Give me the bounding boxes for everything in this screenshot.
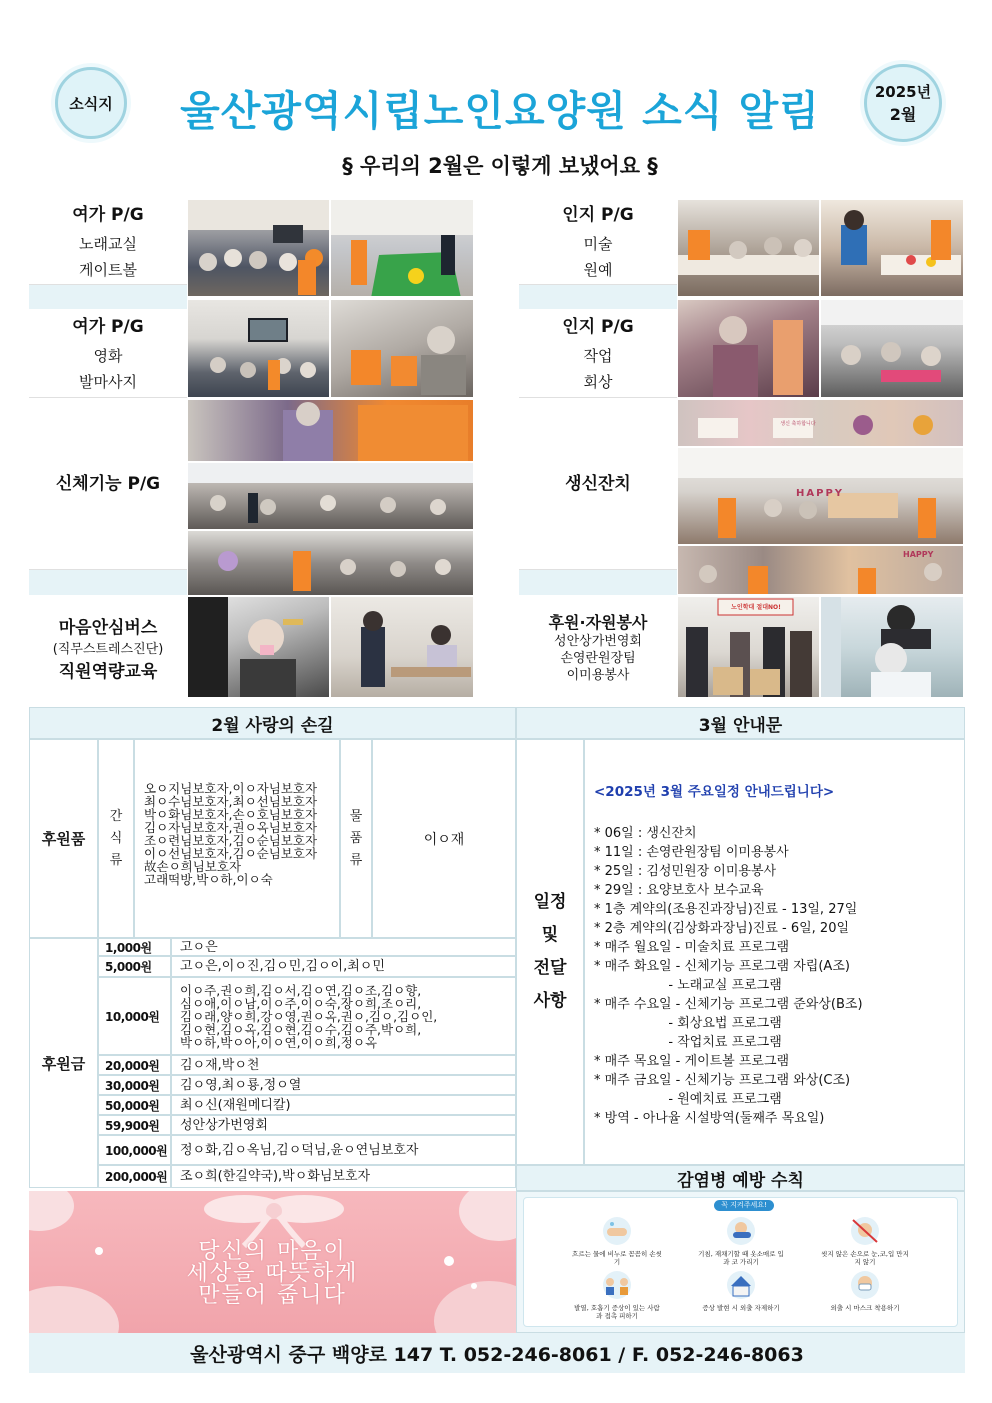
schedule-item: * 방역 - 아나율 시설방역(둘째주 목요일) <box>594 1111 825 1126</box>
snack-donor: 故손ㅇ희님보호자 <box>144 859 242 874</box>
money-amount: 100,000원 <box>98 1135 171 1165</box>
photo-stress-check <box>187 596 330 698</box>
mask-icon <box>845 1270 885 1300</box>
photo-happy-banner-2: HAPPY <box>903 550 934 559</box>
photo-donation-art <box>678 597 820 698</box>
program-strip <box>29 285 187 309</box>
avoid-contact-icon <box>597 1270 637 1300</box>
newsletter-badge <box>55 67 127 139</box>
program-strip <box>519 285 677 309</box>
banner-line: 만들어 줍니다 <box>198 1283 347 1308</box>
money-donors: 고ㅇ은 <box>171 938 516 956</box>
program-heading: 생신잔치 <box>565 473 631 494</box>
photo-physical-2 <box>187 462 474 530</box>
schedule-item: * 25일 : 김성민원장 이미용봉사 <box>594 864 777 879</box>
item-label-char: 류 <box>349 852 363 868</box>
photo-birthday-cake-text: 생신 축하합니다 <box>780 421 816 427</box>
schedule-item: * 매주 화요일 - 신체기능 프로그램 자립(A조) <box>594 959 850 974</box>
infection-poster <box>516 1191 965 1333</box>
program-label-physical <box>29 399 187 570</box>
newsletter-badge-label: 소식지 <box>69 94 113 113</box>
program-item: 게이트볼 <box>79 261 137 279</box>
cough-cover-icon <box>721 1216 761 1246</box>
volunteer-item: 이미용봉사 <box>566 668 630 683</box>
program-item: 원예 <box>583 261 613 279</box>
infection-tip <box>696 1270 786 1312</box>
date-badge-month: 2월 <box>889 105 917 124</box>
photo-gateball-art <box>331 200 474 297</box>
section-subtitle: § 우리의 2월은 이렇게 보냈어요 § <box>342 154 658 178</box>
program-label-cognitive-1 <box>519 199 677 285</box>
infection-tip-text: 씻지 않은 손으로 눈,코,입 만지지 않기 <box>821 1250 909 1266</box>
schedule-item: * 매주 월요일 - 미술치료 프로그램 <box>594 940 790 955</box>
snack-donor: 박ㅇ화님보호자,손ㅇ호님보호자 <box>144 807 318 822</box>
snack-donor: 조ㅇ련님보호자,김ㅇ순님보호자 <box>144 833 318 848</box>
banner-line: 세상을 따뜻하게 <box>186 1261 359 1286</box>
snack-donor: 이ㅇ선님보호자,김ㅇ순님보호자 <box>144 846 318 861</box>
schedule-label-word: 및 <box>541 925 559 945</box>
stay-home-icon <box>721 1270 761 1300</box>
schedule-label-word: 일정 <box>533 892 567 912</box>
photo-art-class <box>677 199 820 297</box>
item-donor: 이ㅇ재 <box>423 831 465 848</box>
photo-craft <box>677 299 820 398</box>
page-title: 울산광역시립노인요양원 소식 알림 <box>180 87 820 135</box>
photo-gardening-art <box>821 200 964 297</box>
snack-donor: 고래떡방,박ㅇ하,이ㅇ숙 <box>144 872 273 887</box>
snack-label-cell <box>98 739 134 938</box>
snack-label-char: 간 <box>109 808 123 824</box>
photo-haircut <box>820 596 964 698</box>
donation-table-title: 2월 사랑의 손길 <box>29 707 516 739</box>
schedule-item: * 매주 목요일 - 게이트볼 프로그램 <box>594 1054 790 1069</box>
money-amount: 30,000원 <box>98 1075 171 1095</box>
volunteer-item: 손영란원장팀 <box>560 651 636 666</box>
schedule-item: * 29일 : 요양보호사 보수교육 <box>594 883 764 898</box>
photo-birthday-2 <box>677 447 964 545</box>
march-notice-title: 3월 안내문 <box>516 707 965 739</box>
footer-contact: 울산광역시 중구 백양로 147 T. 052-246-8061 / F. 052-246-8063 <box>29 1333 965 1373</box>
infection-tip-text: 발열, 호흡기 증상이 있는 사람과 접촉 피하기 <box>574 1304 660 1320</box>
no-face-touch-icon <box>845 1216 885 1246</box>
photo-happy-banner-1: HAPPY <box>796 488 845 499</box>
photo-stress-check-art <box>188 597 330 698</box>
infection-tip <box>696 1216 786 1266</box>
money-donors: 김ㅇ재,박ㅇ천 <box>171 1055 516 1075</box>
money-amount: 59,900원 <box>98 1115 171 1135</box>
photo-foot-massage-art <box>331 300 474 398</box>
schedule-item: * 2층 계약의(김상화과장님)진료 - 6일, 20일 <box>594 921 850 936</box>
volunteer-title: 후원·자원봉사 <box>548 613 648 632</box>
photo-physical-3 <box>187 530 474 596</box>
money-amount: 200,000원 <box>98 1165 171 1188</box>
photo-art-class-art <box>678 200 820 297</box>
schedule-content <box>584 739 965 1165</box>
infection-title: 감염병 예방 수칙 <box>516 1165 965 1191</box>
snack-label-char: 식 <box>109 830 123 846</box>
program-label-leisure-2 <box>29 310 187 398</box>
program-heading: 여가 P/G <box>72 205 144 225</box>
item-label-cell <box>340 739 372 938</box>
program-label-birthday <box>519 399 677 570</box>
snack-donor-list <box>134 739 340 938</box>
schedule-item: * 매주 금요일 - 신체기능 프로그램 와상(C조) <box>594 1073 851 1088</box>
schedule-item: * 06일 : 생신잔치 <box>594 826 697 841</box>
photo-movie <box>187 299 330 398</box>
money-donors: 이ㅇ주,권ㅇ희,김ㅇ서,김ㅇ연,김ㅇ조,김ㅇ향, 심ㅇ애,이ㅇ남,이ㅇ주,이ㅇ숙,장ㅇ희,조ㅇ리, 김ㅇ래,양ㅇ희,강ㅇ영,권ㅇ옥,권ㅇ,김ㅇ,김ㅇ인, 김ㅇ현,김ㅇ옥,김ㅇ현,김ㅇ수,김ㅇ주,박ㅇ희, 박ㅇ하,박ㅇ아,이ㅇ연,이ㅇ희,정ㅇ옥 <box>171 977 516 1055</box>
photo-gateball <box>330 199 474 297</box>
donation-goods-label-cell <box>29 739 98 938</box>
date-badge-year: 2025년 <box>874 83 932 101</box>
program-strip <box>519 570 677 595</box>
photo-haircut-art <box>821 597 964 698</box>
photo-physical-1-art <box>188 400 474 462</box>
photo-birthday-1 <box>677 399 964 447</box>
snack-donor: 오ㅇ지님보호자,이ㅇ자님보호자 <box>144 781 318 796</box>
snack-label-char: 류 <box>109 852 123 868</box>
photo-movie-art <box>188 300 330 398</box>
program-item: 미술 <box>583 235 613 253</box>
photo-birthday-3 <box>677 545 964 595</box>
date-badge <box>864 64 942 142</box>
infection-poster-header: 꼭 지켜주세요! <box>714 1200 774 1211</box>
banner-line: 당신의 마음이 <box>198 1239 347 1264</box>
money-amount: 50,000원 <box>98 1095 171 1115</box>
infection-tip-text: 기침, 재채기할 때 옷소매로 입과 코 가리기 <box>698 1250 784 1266</box>
handwash-icon <box>597 1216 637 1246</box>
schedule-label-word: 전달 <box>533 958 567 978</box>
photo-gardening <box>820 199 964 297</box>
photo-donation-sign: 노인학대 절대NO! <box>731 604 781 611</box>
infection-tip <box>572 1270 662 1320</box>
schedule-intro: <2025년 3월 주요일정 안내드립니다> <box>594 784 835 800</box>
volunteer-item: 성안상가번영회 <box>554 634 642 649</box>
snack-donor: 김ㅇ자님보호자,권ㅇ옥님보호자 <box>144 820 318 835</box>
schedule-item: * 1층 계약의(조용진과장님)진료 - 13일, 27일 <box>594 902 858 917</box>
program-item: 회상 <box>583 373 613 391</box>
program-item: 영화 <box>93 347 123 365</box>
photo-singing-class-art <box>188 200 330 297</box>
photo-foot-massage <box>330 299 474 398</box>
money-amount: 20,000원 <box>98 1055 171 1075</box>
schedule-label-word: 사항 <box>533 991 567 1011</box>
infection-tip <box>820 1216 910 1266</box>
staff-program-edu: 직원역량교육 <box>58 661 158 682</box>
program-strip <box>29 570 187 595</box>
photo-craft-art <box>678 300 820 398</box>
item-label-char: 품 <box>349 830 363 846</box>
schedule-item: - 작업치료 프로그램 <box>594 1035 782 1050</box>
schedule-item: * 11일 : 손영란원장팀 이미용봉사 <box>594 845 789 860</box>
infection-tip-text: 외출 시 마스크 착용하기 <box>830 1304 900 1312</box>
snack-donor: 최ㅇ수님보호자,최ㅇ선님보호자 <box>144 794 318 809</box>
money-amount: 1,000원 <box>98 938 171 956</box>
program-heading: 인지 P/G <box>562 317 634 337</box>
photo-reminiscence-art <box>821 300 964 398</box>
schedule-item: - 회상요법 프로그램 <box>594 1016 782 1031</box>
money-amount: 5,000원 <box>98 956 171 977</box>
money-donors: 김ㅇ영,최ㅇ룡,정ㅇ열 <box>171 1075 516 1095</box>
photo-staff-education <box>330 596 474 698</box>
money-donors: 고ㅇ은,이ㅇ진,김ㅇ민,김ㅇ이,최ㅇ민 <box>171 956 516 977</box>
program-heading: 여가 P/G <box>72 317 144 337</box>
photo-staff-education-art <box>331 597 474 698</box>
program-heading: 신체기능 P/G <box>55 473 161 494</box>
photo-singing-class <box>187 199 330 297</box>
program-item: 작업 <box>583 347 613 365</box>
money-donors: 조ㅇ희(한길약국),박ㅇ화님보호자 <box>171 1165 516 1188</box>
money-amount: 10,000원 <box>98 977 171 1055</box>
money-donors: 성안상가번영회 <box>171 1115 516 1135</box>
photo-physical-2-art <box>188 463 474 530</box>
program-item: 발마사지 <box>79 373 137 391</box>
donation-goods-label: 후원품 <box>41 830 86 848</box>
message-banner <box>29 1191 516 1333</box>
program-label-volunteer <box>519 596 677 698</box>
infection-poster-inner <box>523 1197 958 1327</box>
infection-tip <box>572 1216 662 1266</box>
infection-tip <box>820 1270 910 1312</box>
money-label: 후원금 <box>41 1054 86 1073</box>
schedule-item: - 노래교실 프로그램 <box>594 978 782 993</box>
infection-tip-text: 흐르는 물에 비누로 꼼꼼히 손씻기 <box>572 1250 662 1266</box>
program-label-leisure-1 <box>29 199 187 285</box>
money-label-cell <box>29 938 98 1188</box>
money-donors: 정ㅇ화,김ㅇ옥님,김ㅇ덕님,윤ㅇ연님보호자 <box>171 1135 516 1165</box>
infection-tip-text: 증상 발현 시 외출 자제하기 <box>702 1304 780 1312</box>
photo-donation <box>677 596 820 698</box>
photo-reminiscence <box>820 299 964 398</box>
banner-text <box>29 1241 516 1307</box>
schedule-item: * 매주 수요일 - 신체기능 프로그램 준와상(B조) <box>594 997 863 1012</box>
program-label-cognitive-2 <box>519 310 677 398</box>
program-label-staff <box>29 596 187 698</box>
photo-physical-3-art <box>188 531 474 596</box>
program-item: 노래교실 <box>79 235 137 253</box>
item-label-char: 물 <box>349 808 363 824</box>
photo-physical-1 <box>187 399 474 462</box>
staff-program-sub: (직무스트레스진단) <box>52 641 164 657</box>
program-heading: 인지 P/G <box>562 205 634 225</box>
item-donor-cell <box>372 739 516 938</box>
money-donors: 최ㅇ신(재원메디칼) <box>171 1095 516 1115</box>
schedule-label-cell <box>516 739 584 1165</box>
schedule-item: - 원예치료 프로그램 <box>594 1092 782 1107</box>
staff-program-title: 마음안심버스 <box>58 617 158 638</box>
